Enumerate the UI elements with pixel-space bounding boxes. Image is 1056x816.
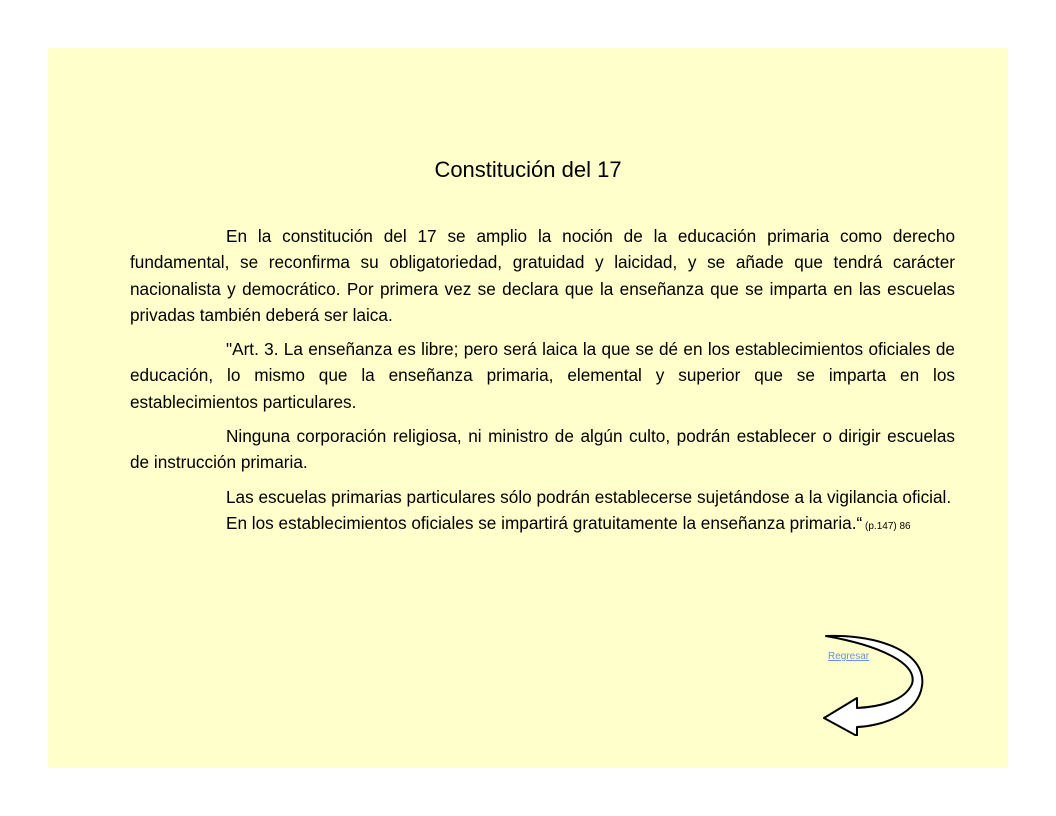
- religious-paragraph: Ninguna corporación religiosa, ni ministro de algún culto, podrán establecer o dirigir escuelas de instrucción primaria.: [130, 426, 955, 473]
- slide-body: [130, 223, 955, 548]
- article-paragraph: "Art. 3. La enseñanza es libre; pero será laica la que se dé en los establecimientos oficiales de educación, lo mismo que la enseñanza primaria, elemental y superior que se imparta en los establecimientos particulares.: [130, 339, 955, 412]
- slide: [48, 48, 1008, 768]
- free-education-paragraph: [130, 510, 955, 540]
- return-link[interactable]: Regresar: [828, 651, 870, 662]
- private-schools-paragraph: Las escuelas primarias particulares sólo podrán establecerse sujetándose a la vigilancia oficial.: [226, 486, 952, 507]
- curved-return-arrow-icon[interactable]: [822, 634, 928, 736]
- free-education-text: En los establecimientos oficiales se impartirá gratuitamente la enseñanza primaria.“: [226, 512, 863, 533]
- slide-title: Constitución del 17: [434, 157, 622, 182]
- citation: (p.147) 86: [862, 520, 911, 532]
- intro-paragraph: En la constitución del 17 se amplio la noción de la educación primaria como derecho fundamental, se reconfirma su obligatoriedad, gratuidad y laicidad, y se añade que tendrá carácter nacionalista y democrático. Por primera vez se declara que la enseñanza que se imparta en las escuelas privadas también deberá ser laica.: [130, 226, 955, 325]
